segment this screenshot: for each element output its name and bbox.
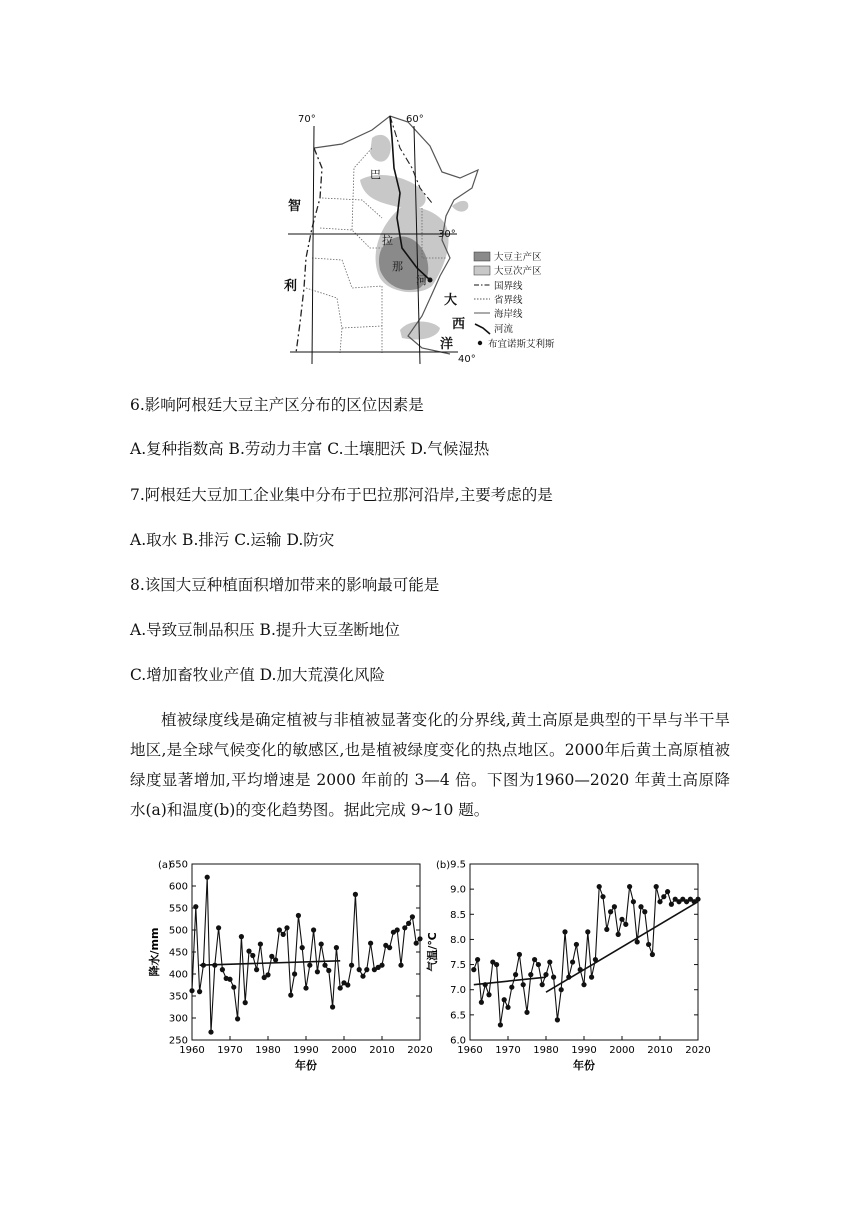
y-axis-label: 气温/℃ (426, 932, 439, 972)
passage-text: 植被绿度线是确定植被与非植被显著变化的分界线,黄土高原是典型的干旱与半干旱地区,是全球气候变化的敏感区,也是植被绿度变化的热点地区。2000年后黄土高原植被绿度显著增加,平均增速是 2000 年前的 3—4 倍。下图为1960—2020 年黄土高原降水(a)和温度(b)的变化趋势图。据此完成 9~10 题。 (130, 711, 730, 819)
data-point (284, 925, 289, 930)
data-point (398, 963, 403, 968)
data-point (570, 959, 575, 964)
data-point (205, 875, 210, 880)
legend-provincial-border: 省界线 (494, 295, 523, 306)
data-point (315, 969, 320, 974)
question-7-stem: 7.阿根廷大豆加工企业集中分布于巴拉那河沿岸,主要考虑的是 (130, 486, 553, 504)
data-point (246, 949, 251, 954)
data-point (364, 967, 369, 972)
data-point (498, 1022, 503, 1027)
label-li: 利 (284, 279, 298, 294)
data-point (379, 963, 384, 968)
y-axis-label: 降水/mm (148, 927, 161, 977)
national-border (296, 148, 322, 353)
data-point (208, 1029, 213, 1034)
data-point (642, 909, 647, 914)
data-point (536, 962, 541, 967)
data-point (555, 1017, 560, 1022)
data-point (604, 927, 609, 932)
label-na: 那 (392, 260, 403, 273)
data-point (334, 945, 339, 950)
data-point (532, 957, 537, 962)
data-point (661, 894, 666, 899)
data-point (657, 899, 662, 904)
data-point (273, 957, 278, 962)
plot-frame (470, 864, 698, 1040)
data-point (216, 925, 221, 930)
data-point (387, 945, 392, 950)
y-tick-label: 350 (168, 991, 188, 1003)
data-point (513, 972, 518, 977)
data-point (600, 894, 605, 899)
y-tick-label: 7.5 (450, 960, 466, 972)
y-tick-label: 6.0 (450, 1035, 466, 1047)
question-6-options: A.复种指数高 B.劳动力丰富 C.土壤肥沃 D.气候湿热 (130, 440, 490, 458)
data-point (695, 897, 700, 902)
data-point (517, 952, 522, 957)
data-point (402, 925, 407, 930)
data-point (627, 884, 632, 889)
data-point (623, 922, 628, 927)
x-tick-label: 1990 (293, 1045, 319, 1056)
data-point (654, 884, 659, 889)
data-point (277, 927, 282, 932)
data-point (589, 975, 594, 980)
y-tick-label: 250 (168, 1035, 188, 1047)
data-point (303, 985, 308, 990)
data-point (243, 1000, 248, 1005)
data-point (524, 1010, 529, 1015)
data-point (486, 992, 491, 997)
label-yang: 洋 (440, 337, 454, 352)
trend-line (474, 977, 546, 985)
data-point (650, 952, 655, 957)
data-point (368, 941, 373, 946)
data-point (250, 953, 255, 958)
data-point (543, 972, 548, 977)
data-point (227, 977, 232, 982)
legend-main: 大豆主产区 (494, 252, 542, 263)
x-tick-label: 2010 (369, 1045, 395, 1056)
data-point (345, 982, 350, 987)
data-point (322, 963, 327, 968)
data-point (631, 899, 636, 904)
data-point (540, 982, 545, 987)
x-tick-label: 1970 (495, 1045, 521, 1056)
data-point (220, 967, 225, 972)
data-point (326, 968, 331, 973)
data-point (608, 909, 613, 914)
data-point (254, 967, 259, 972)
data-point (494, 962, 499, 967)
data-point (471, 967, 476, 972)
x-tick-label: 1990 (571, 1045, 597, 1056)
data-point (635, 939, 640, 944)
data-point (585, 929, 590, 934)
trend-line (546, 902, 698, 993)
data-point (330, 1004, 335, 1009)
data-point (414, 941, 419, 946)
question-6-stem: 6.影响阿根廷大豆主产区分布的区位因素是 (130, 396, 424, 414)
data-point (288, 993, 293, 998)
x-tick-label: 2000 (609, 1045, 635, 1056)
data-point (597, 884, 602, 889)
x-tick-label: 2000 (331, 1045, 357, 1056)
temperature-chart (428, 852, 710, 1078)
data-point (269, 954, 274, 959)
data-point (479, 1000, 484, 1005)
data-point (349, 963, 354, 968)
label-la: 拉 (382, 234, 393, 247)
y-tick-label: 7.0 (450, 985, 466, 997)
map-svg (282, 108, 592, 368)
data-point (410, 914, 415, 919)
y-tick-label: 6.5 (450, 1010, 466, 1022)
data-point (638, 904, 643, 909)
series-line (192, 877, 420, 1032)
question-8-options-cd: C.增加畜牧业产值 D.加大荒漠化风险 (130, 666, 385, 684)
data-point (547, 959, 552, 964)
x-tick-label: 2020 (685, 1045, 711, 1056)
buenos-aires-dot (428, 278, 433, 283)
plot-frame (192, 864, 420, 1040)
data-point (360, 974, 365, 979)
panel-label: (a) (158, 860, 172, 871)
label-zhi: 智 (288, 199, 302, 214)
data-point (551, 975, 556, 980)
series-line (474, 887, 698, 1025)
x-axis-label: 年份 (573, 1059, 595, 1072)
data-point (502, 997, 507, 1002)
y-tick-label: 8.5 (450, 909, 466, 921)
data-point (619, 917, 624, 922)
data-point (193, 904, 198, 909)
label-lat30: 30° (438, 229, 456, 240)
data-point (395, 927, 400, 932)
data-point (509, 985, 514, 990)
data-point (562, 929, 567, 934)
data-point (281, 932, 286, 937)
question-8-stem: 8.该国大豆种植面积增加带来的影响最可能是 (130, 576, 440, 594)
data-point (319, 941, 324, 946)
label-lon70: 70° (298, 114, 316, 125)
legend-secondary: 大豆次产区 (494, 266, 542, 277)
argentina-soybean-map (282, 108, 592, 368)
y-tick-label: 9.5 (450, 859, 466, 871)
data-point (574, 942, 579, 947)
data-point (528, 972, 533, 977)
data-point (311, 927, 316, 932)
data-point (646, 942, 651, 947)
passage (130, 705, 730, 825)
data-point (231, 985, 236, 990)
panel-label: (b) (436, 860, 451, 871)
legend-city: 布宜诺斯艾利斯 (488, 339, 555, 350)
y-tick-label: 450 (168, 947, 188, 959)
x-tick-label: 1970 (217, 1045, 243, 1056)
data-point (235, 1016, 240, 1021)
label-lat40: 40° (458, 354, 476, 365)
data-point (338, 985, 343, 990)
data-point (300, 945, 305, 950)
y-tick-label: 500 (168, 925, 188, 937)
legend-national-border: 国界线 (494, 281, 523, 292)
x-tick-label: 1980 (255, 1045, 281, 1056)
data-point (353, 892, 358, 897)
question-7-options: A.取水 B.排污 C.运输 D.防灾 (130, 531, 335, 549)
data-point (197, 989, 202, 994)
data-point (292, 971, 297, 976)
data-point (669, 902, 674, 907)
y-tick-label: 9.0 (450, 884, 466, 896)
data-point (417, 936, 422, 941)
y-tick-label: 550 (168, 903, 188, 915)
data-point (559, 987, 564, 992)
map-legend (474, 251, 555, 350)
data-point (406, 921, 411, 926)
data-point (616, 932, 621, 937)
legend-river: 河流 (494, 324, 514, 335)
data-point (521, 982, 526, 987)
label-xi: 西 (452, 317, 466, 332)
legend-coastline: 海岸线 (494, 309, 523, 320)
data-point (665, 889, 670, 894)
label-lon60: 60° (406, 114, 424, 125)
question-8-options-ab: A.导致豆制品积压 B.提升大豆垄断地位 (130, 621, 400, 639)
data-point (612, 904, 617, 909)
label-ba: 巴 (370, 168, 381, 181)
meridian-70 (312, 126, 314, 364)
y-tick-label: 8.0 (450, 934, 466, 946)
data-point (307, 963, 312, 968)
data-point (475, 957, 480, 962)
label-he: 河 (416, 274, 427, 287)
label-da: 大 (444, 293, 458, 308)
data-point (581, 982, 586, 987)
data-point (265, 972, 270, 977)
x-tick-label: 1960 (457, 1045, 483, 1056)
data-point (357, 967, 362, 972)
data-point (258, 941, 263, 946)
y-tick-label: 650 (168, 859, 188, 871)
y-tick-label: 600 (168, 881, 188, 893)
y-tick-label: 400 (168, 969, 188, 981)
data-point (505, 1005, 510, 1010)
data-point (296, 913, 301, 918)
x-tick-label: 2010 (647, 1045, 673, 1056)
x-tick-label: 1960 (179, 1045, 205, 1056)
x-tick-label: 2020 (407, 1045, 433, 1056)
data-point (239, 934, 244, 939)
y-tick-label: 300 (168, 1013, 188, 1025)
x-tick-label: 1980 (533, 1045, 559, 1056)
x-axis-label: 年份 (295, 1059, 317, 1072)
data-point (189, 988, 194, 993)
